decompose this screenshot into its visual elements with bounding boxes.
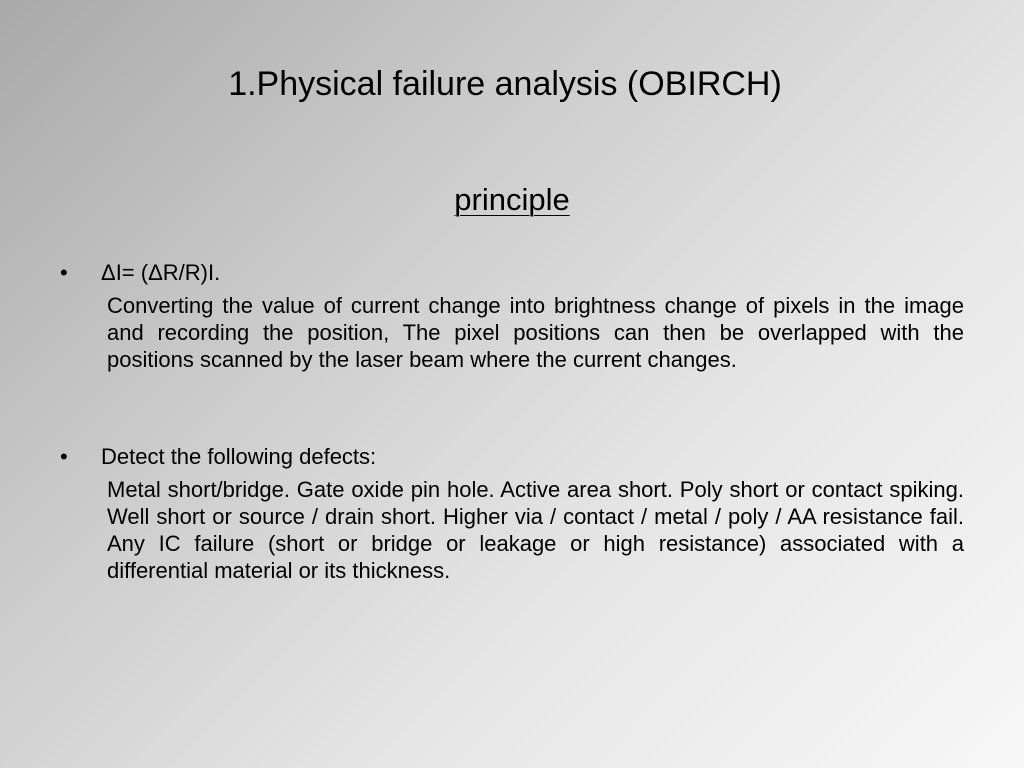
bullet-heading-row: [60, 442, 964, 472]
subtitle-text: principle: [454, 182, 570, 217]
slide-title: 1.Physical failure analysis (OBIRCH): [228, 65, 782, 103]
bullet-marker: •: [60, 444, 68, 469]
bullet-item-defects: [60, 442, 964, 584]
bullet-heading: ΔI= (ΔR/R)I.: [101, 260, 221, 285]
bullet-body: Converting the value of current change into brightness change of pixels in the image and recording the position, The pixel positions can then be overlapped with the positions scanned by the laser beam where the current changes.: [107, 293, 964, 372]
bullet-body: Metal short/bridge. Gate oxide pin hole. Active area short. Poly short or contact spiking. Well short or source / drain short. Higher via / contact / metal / poly / AA resistance fail. Any IC failure (short or bridge or leakage or high resistance) associated with a differential material or its thickness.: [107, 477, 964, 583]
bullet-item-formula: [60, 258, 964, 373]
bullet-marker: •: [60, 260, 68, 285]
bullet-heading: Detect the following defects:: [101, 444, 377, 469]
slide-subtitle: [0, 180, 1024, 220]
bullet-heading-row: [60, 258, 964, 288]
